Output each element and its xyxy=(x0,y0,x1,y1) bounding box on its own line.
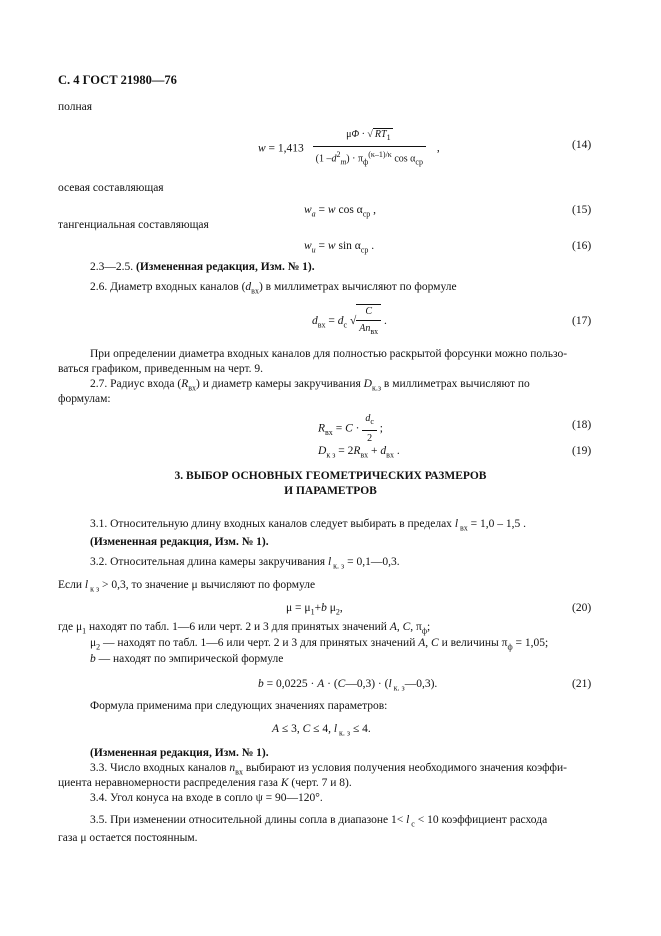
formula-17: $d_{вх} = d_с$ √ $\frac{C}{An_{вх}}$ . xyxy=(312,304,387,339)
text-line: 2.3—2.5. (Измененная редакция, Изм. № 1). xyxy=(90,261,315,273)
formula-20: $\mu = \mu_1+b$ $\mu_2$, xyxy=(286,602,343,617)
text-line: (Измененная редакция, Изм. № 1). xyxy=(90,747,269,759)
formula-number: (14) xyxy=(572,139,592,151)
text-line: осевая составляющая xyxy=(58,182,164,194)
section-heading: И ПАРАМЕТРОВ xyxy=(284,485,377,497)
formula-number: (16) xyxy=(572,240,592,252)
text-line: b — находят по эмпирической формуле xyxy=(90,653,284,665)
text-line: ваться графиком, приведенным на черт. 9. xyxy=(58,363,264,375)
text-line: 3.1. Относительную длину входных каналов следует выбирать в пределах l $_{вх}$ = 1,0 – 1,5 . xyxy=(90,518,527,533)
page-header: С. 4 ГОСТ 21980—76 xyxy=(58,73,177,87)
formula-number: (21) xyxy=(572,678,592,690)
text-line: 3.3. Число входных каналов $n_{вх}$ выбирают из условия получения необходимого значения коэффи- xyxy=(90,762,567,777)
text-line: тангенциальная составляющая xyxy=(58,219,209,231)
formula-number: (17) xyxy=(572,315,592,327)
formula-14: w = 1,413 $\frac{\mu\Phi \cdot √ RT_1}{(1 -d^2_m) \cdot \pi_ф^{(\kappa-1)/\kappa} \cos \alpha_{ср}}$ , xyxy=(258,129,440,167)
text-line: При определении диаметра входных каналов для полностью раскрытой форсунки можно пользо- xyxy=(90,348,568,360)
text-line: формулам: xyxy=(58,393,111,405)
formula-19: $D_{к з} = 2R_{вх} + d_{вх}$ . xyxy=(318,445,400,460)
text-line: полная xyxy=(58,101,93,113)
text-line: 2.7. Радиус входа $(R_{вх})$ и диаметр камеры закручивания $D_{к.з}$ в миллиметрах вычисляют по xyxy=(90,378,530,393)
formula-number: (15) xyxy=(572,204,592,216)
formula-conditions: A ≤ 3, C ≤ 4, l $_{к. з}$ ≤ 4. xyxy=(272,723,371,738)
text-line: 3.2. Относительная длина камеры закручивания l $_{к. з}$ = 0,1—0,3. xyxy=(90,556,400,571)
formula-number: (20) xyxy=(572,602,592,614)
formula-15: $w_a = w$ $\cos \alpha_{ср}$ , xyxy=(304,204,377,219)
text-line: где $\mu_1$ находят по табл. 1—6 или черт. 2 и 3 для принятых значений A, C, $\pi_ф$; xyxy=(58,621,431,636)
text-line: 3.5. При изменении относительной длины сопла в диапазоне 1< l $_с$ < 10 коэффициент расхода xyxy=(90,814,548,829)
text-line: Формула применима при следующих значениях параметров: xyxy=(90,700,388,712)
text-line: циента неравномерности распределения газа K (черт. 7 и 8). xyxy=(58,777,352,789)
formula-18: $R_{вх} = C$ · $\frac{d_с}{2}$ ; xyxy=(318,413,383,444)
section-heading: 3. ВЫБОР ОСНОВНЫХ ГЕОМЕТРИЧЕСКИХ РАЗМЕРОВ xyxy=(174,470,487,482)
formula-16: $w_u = w$ $\sin \alpha_{ср}$ . xyxy=(304,240,375,255)
formula-21: b = 0,0225 · A · (C—0,3) · (l $_{к. з}$—0,3). xyxy=(258,678,438,693)
text-line: (Измененная редакция, Изм. № 1). xyxy=(90,536,269,548)
formula-number: (18) xyxy=(572,419,592,431)
text-line: газа μ остается постоянным. xyxy=(58,832,198,844)
formula-number: (19) xyxy=(572,445,592,457)
text-line: Если l $_{к з}$ > 0,3, то значение μ вычисляют по формуле xyxy=(58,579,316,594)
text-line: 3.4. Угол конуса на входе в сопло ψ = 90—120°. xyxy=(90,792,323,804)
text-line: $\mu_2$ — находят по табл. 1—6 или черт. 2 и 3 для принятых значений A, C и величины $\pi_ф = 1,05$; xyxy=(90,637,549,652)
text-line: 2.6. Диаметр входных каналов $(d_{вх})$ в миллиметрах вычисляют по формуле xyxy=(90,281,457,296)
